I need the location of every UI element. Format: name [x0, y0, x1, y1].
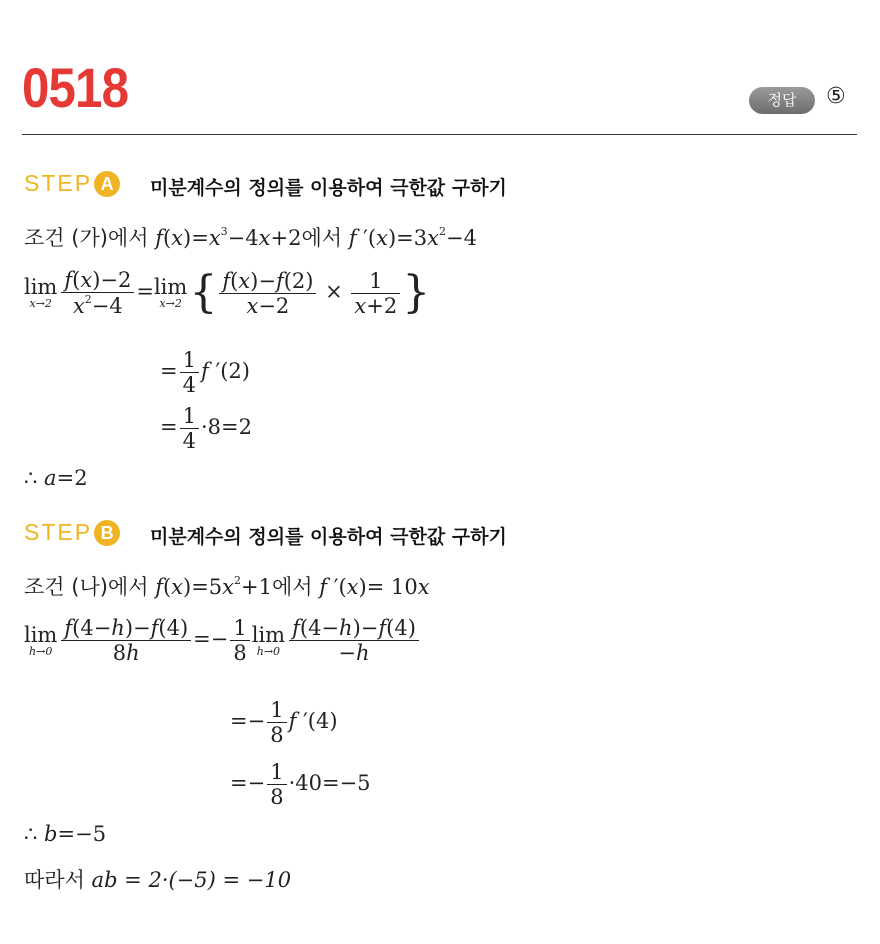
step-a-label [24, 170, 120, 197]
step-a-limit-line3: = $\frac{1}{4}$ ·8=2 [160, 404, 252, 453]
step-a-text: STEP [24, 170, 93, 196]
condition-b-prefix: 조건 (나)에서 [24, 575, 149, 599]
condition-a-prefix: 조건 (가)에서 [24, 226, 149, 250]
fraction: $\frac{1}{8}$ [267, 698, 286, 747]
step-b-letter: B [94, 520, 120, 546]
condition-b-mid: 에서 [271, 575, 313, 599]
fraction: $\frac{f(4-h)-f(4)}{-h}$ [289, 616, 419, 665]
limit-operator: lim h→0 [24, 622, 58, 658]
limit-operator: lim x→2 [153, 275, 188, 310]
step-b-condition: 조건 (나)에서 $f(x)=5x^2+1$에서 f ′(x)= 10x [24, 574, 430, 599]
final-answer-line [24, 864, 291, 894]
header-divider [22, 134, 857, 135]
fraction: $\frac{1}{x+2}$ [351, 269, 400, 318]
limit-operator: lim h→0 [251, 622, 286, 658]
step-a-limit-line2: = $\frac{1}{4}$ f ′(2) [160, 348, 250, 397]
step-b-limit-line3: =− $\frac{1}{8}$ ·40=−5 [230, 760, 371, 809]
step-b-limit-line1: lim h→0 $\frac{f(4-h)-f(4)}{8h}$ =− $\frac{1}{8}$ lim h→0 $\frac{f(4-h)-f(4)}{-h}$ [24, 616, 421, 665]
step-b-limit-line2: =− $\frac{1}{8}$ f ′(4) [230, 698, 338, 747]
final-expression: ab = 2·(−5) = −10 [91, 868, 292, 892]
final-prefix: 따라서 [24, 868, 85, 892]
fraction: $\frac{f(x)-2}{x^2-4}$ [61, 268, 134, 318]
step-a-letter: A [94, 171, 120, 197]
fraction: $\frac{f(4-h)-f(4)}{8h}$ [61, 616, 191, 665]
step-b-title: 미분계수의 정의를 이용하여 극한값 구하기 [150, 526, 507, 548]
condition-a-mid: 에서 [301, 226, 343, 250]
step-b-label [24, 519, 120, 546]
step-b-text: STEP [24, 519, 93, 545]
step-a-title: 미분계수의 정의를 이용하여 극한값 구하기 [150, 177, 507, 199]
step-a-limit-line1: lim x→2 $\frac{f(x)-2}{x^2-4}$ = lim x→2 { $\frac{f(x)-f(2)}{x-2}$ × $\frac{1}{x+2}$ } [24, 267, 431, 318]
fraction: $\frac{1}{4}$ [180, 348, 199, 397]
step-b-conclusion: ∴ b=−5 [24, 822, 107, 846]
problem-number: 0518 [22, 56, 129, 119]
fraction: $\frac{f(x)-f(2)}{x-2}$ [219, 269, 316, 318]
fraction: $\frac{1}{8}$ [267, 760, 286, 809]
limit-operator: lim x→2 [24, 275, 58, 310]
fraction: $\frac{1}{8}$ [230, 616, 249, 665]
answer-choice: ⑤ [826, 84, 846, 109]
fraction: $\frac{1}{4}$ [180, 404, 199, 453]
step-a-conclusion: ∴ a=2 [24, 466, 88, 490]
step-a-condition: 조건 (가)에서 $f(x)=x^3-4x+2$에서 f $'(x)=3x^2-4$ [24, 225, 477, 250]
answer-badge: 정답 [749, 87, 815, 114]
